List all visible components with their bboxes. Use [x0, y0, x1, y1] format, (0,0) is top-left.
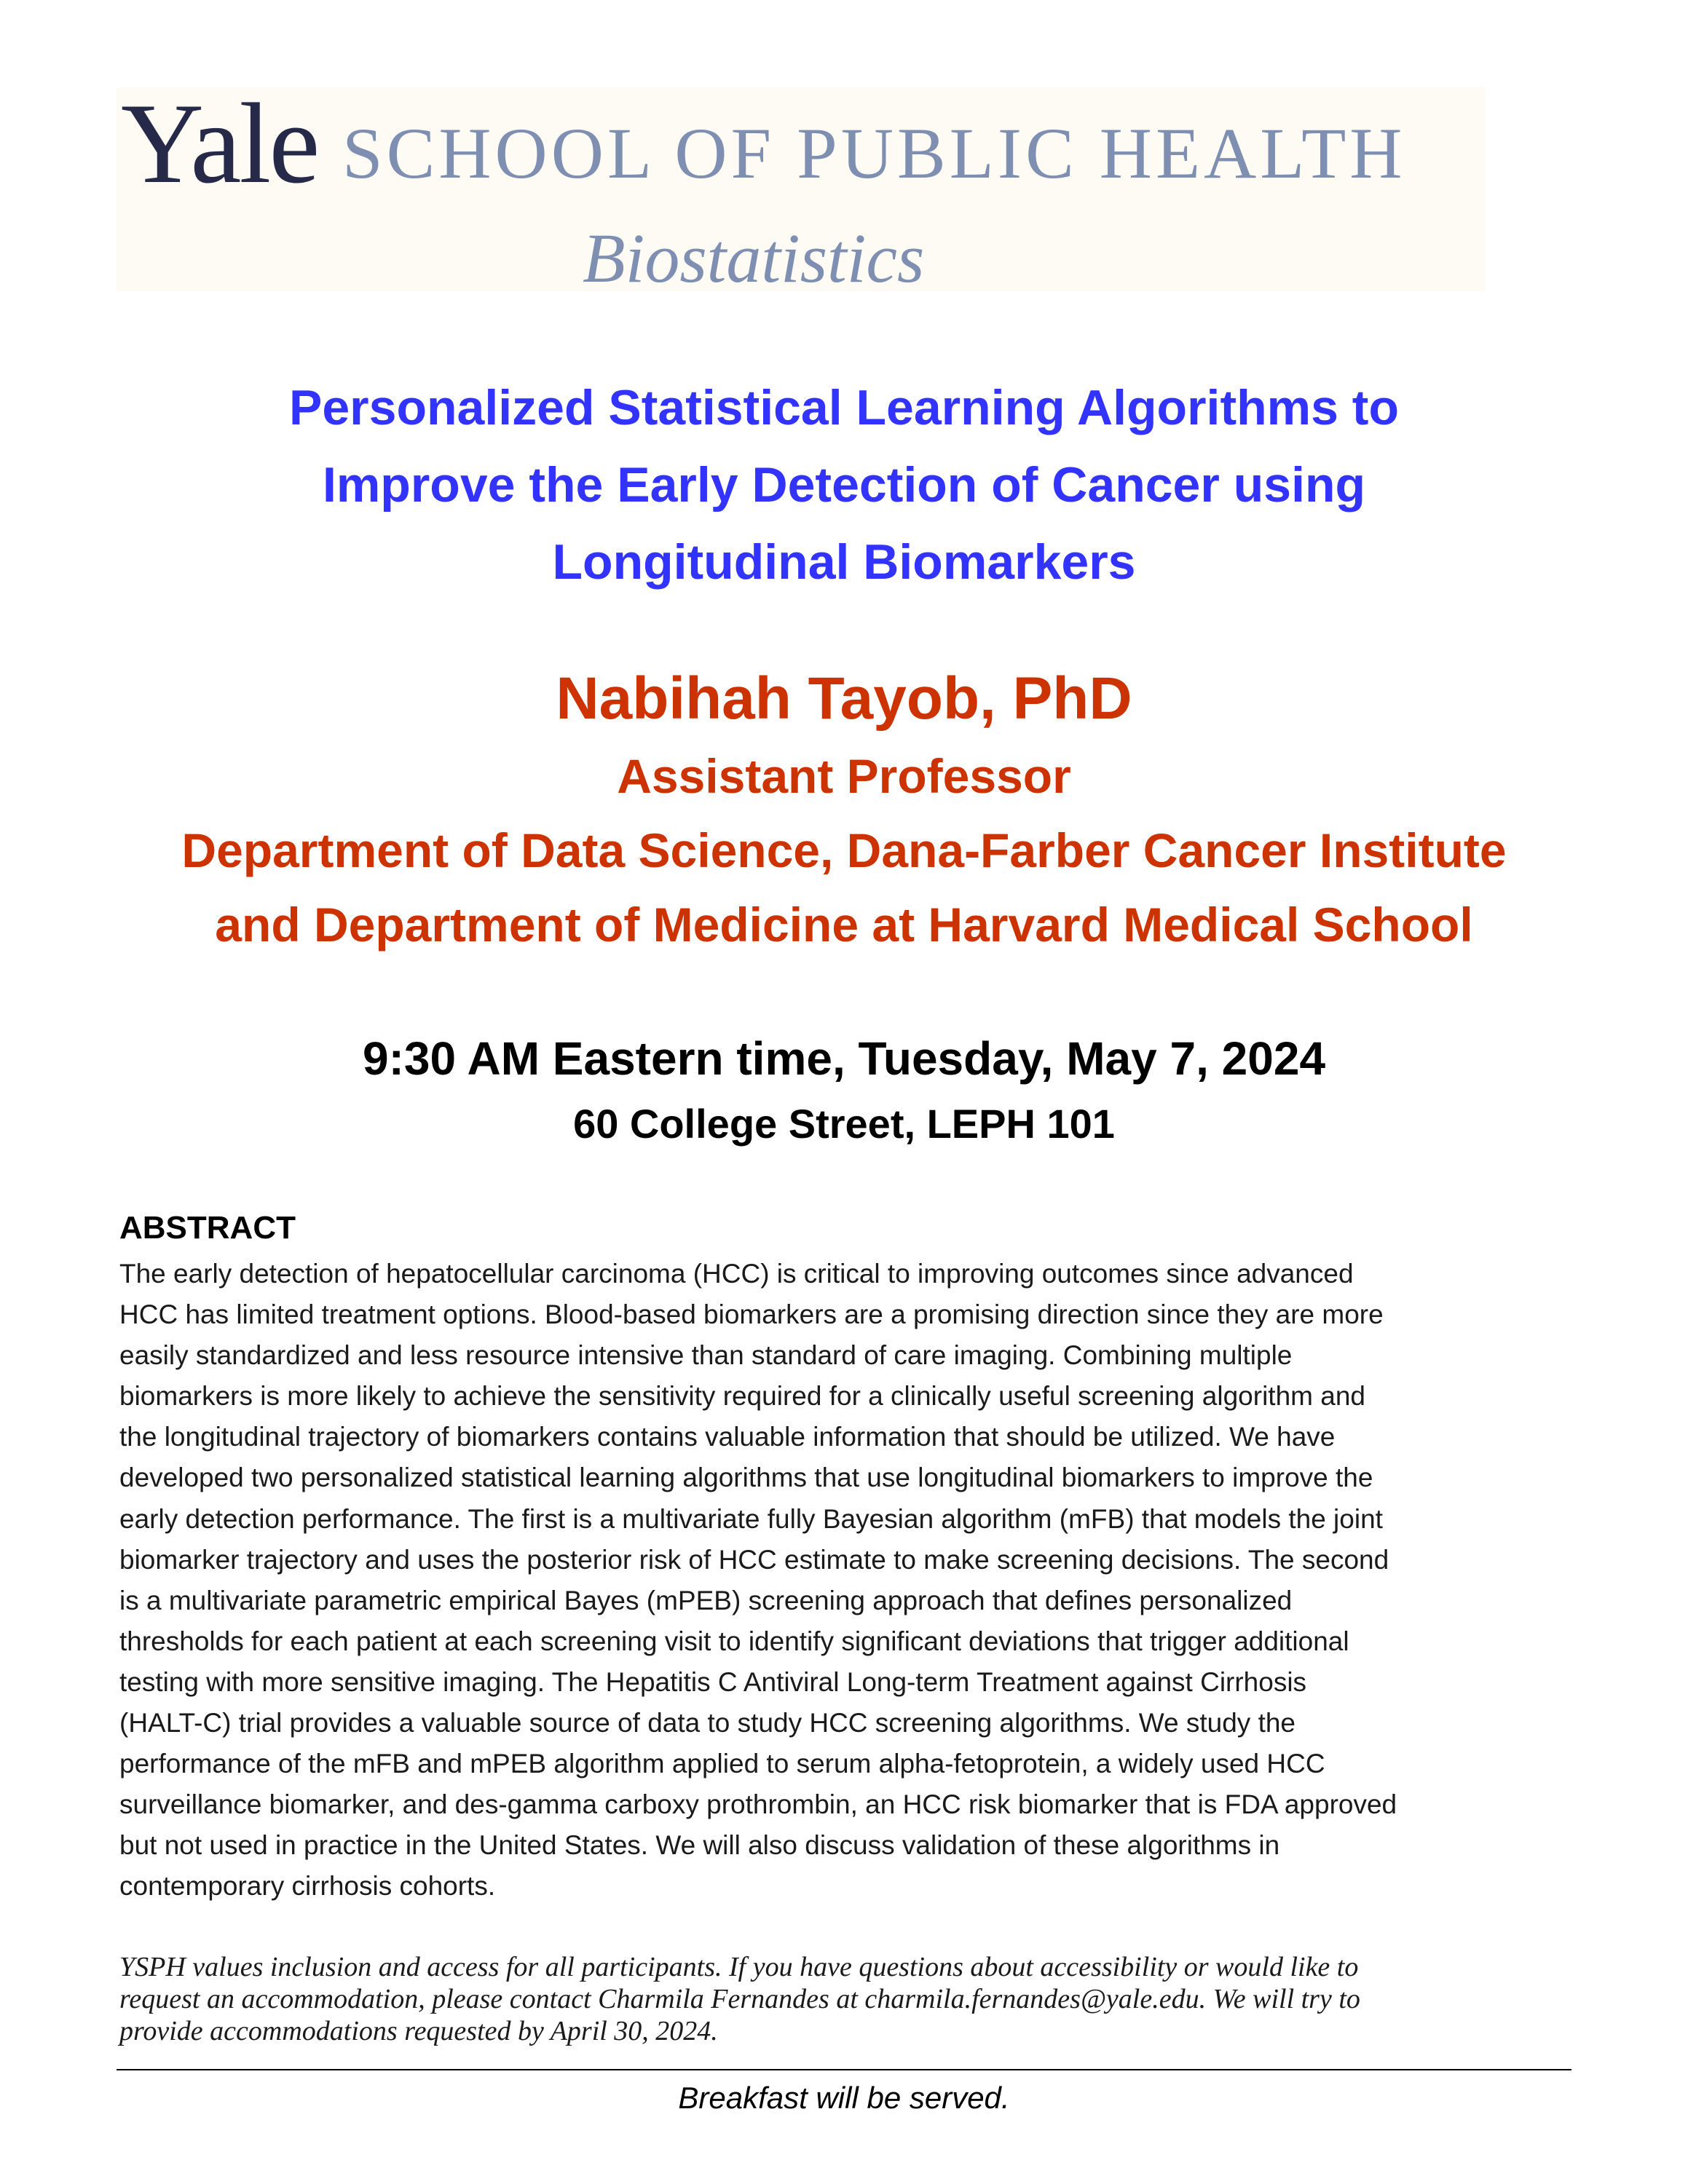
abstract-line: easily standardized and less resource intensive than standard of care imaging. Combining multiple: [119, 1340, 1293, 1371]
speaker-affiliation-line-1: Department of Data Science, Dana-Farber Cancer Institute: [181, 823, 1507, 877]
logo-department-name: Biostatistics: [583, 219, 925, 297]
accessibility-note-line: YSPH values inclusion and access for all participants. If you have questions about accessibility or would like to: [119, 1952, 1359, 1982]
abstract-line: HCC has limited treatment options. Blood-based biomarkers are a promising direction since they are more: [119, 1299, 1384, 1330]
accessibility-note: [119, 1951, 1576, 2047]
abstract-line: testing with more sensitive imaging. The Hepatitis C Antiviral Long-term Treatment against Cirrhosis: [119, 1666, 1307, 1697]
abstract-line: contemporary cirrhosis cohorts.: [119, 1871, 496, 1902]
abstract-line: performance of the mFB and mPEB algorithm applied to serum alpha-fetoprotein, a widely used HCC: [119, 1749, 1325, 1779]
speaker-name: Nabihah Tayob, PhD: [556, 665, 1132, 732]
abstract-line: but not used in practice in the United States. We will also discuss validation of these algorithms in: [119, 1830, 1280, 1861]
accessibility-note-line: provide accommodations requested by April 30, 2024.: [119, 2016, 718, 2046]
talk-title-line-2: Improve the Early Detection of Cancer using: [322, 457, 1366, 513]
abstract-line: (HALT-C) trial provides a valuable source of data to study HCC screening algorithms. We study the: [119, 1708, 1296, 1738]
abstract-line: early detection performance. The first is a multivariate fully Bayesian algorithm (mFB) that models the joint: [119, 1503, 1383, 1534]
speaker-position: Assistant Professor: [617, 749, 1071, 803]
logo-school-name: SCHOOL OF PUBLIC HEALTH: [342, 113, 1406, 194]
abstract-line: thresholds for each patient at each screening visit to identify significant deviations that trigger additional: [119, 1626, 1349, 1656]
accessibility-note-line: request an accommodation, please contact Charmila Fernandes at charmila.fernandes@yale.edu. We will try to: [119, 1984, 1360, 2014]
abstract-line: the longitudinal trajectory of biomarkers contains valuable information that should be utilized. We have: [119, 1422, 1336, 1452]
speaker-affiliation-line-2: and Department of Medicine at Harvard Medical School: [215, 898, 1473, 951]
abstract-line: surveillance biomarker, and des-gamma carboxy prothrombin, an HCC risk biomarker that is FDA approved: [119, 1789, 1397, 1820]
logo-wordmark: Yale: [121, 80, 318, 207]
abstract-line: is a multivariate parametric empirical Bayes (mPEB) screening approach that defines personalized: [119, 1585, 1293, 1615]
event-time: 9:30 AM Eastern time, Tuesday, May 7, 2024: [362, 1032, 1326, 1085]
abstract-line: biomarkers is more likely to achieve the sensitivity required for a clinically useful screening algorithm and: [119, 1381, 1365, 1412]
abstract-body: [119, 1254, 1576, 1907]
footer-divider: [117, 2069, 1571, 2070]
talk-title-line-1: Personalized Statistical Learning Algorithms to: [289, 380, 1399, 435]
abstract-line: developed two personalized statistical learning algorithms that use longitudinal biomarkers to improve the: [119, 1463, 1373, 1493]
talk-title-line-3: Longitudinal Biomarkers: [552, 534, 1136, 590]
abstract-line: biomarker trajectory and uses the posterior risk of HCC estimate to make screening decisions. The second: [119, 1544, 1389, 1575]
event-location: 60 College Street, LEPH 101: [573, 1101, 1115, 1147]
footer-note: Breakfast will be served.: [678, 2081, 1010, 2115]
abstract-heading: ABSTRACT: [119, 1210, 296, 1246]
abstract-line: The early detection of hepatocellular carcinoma (HCC) is critical to improving outcomes since advanced: [119, 1259, 1354, 1289]
